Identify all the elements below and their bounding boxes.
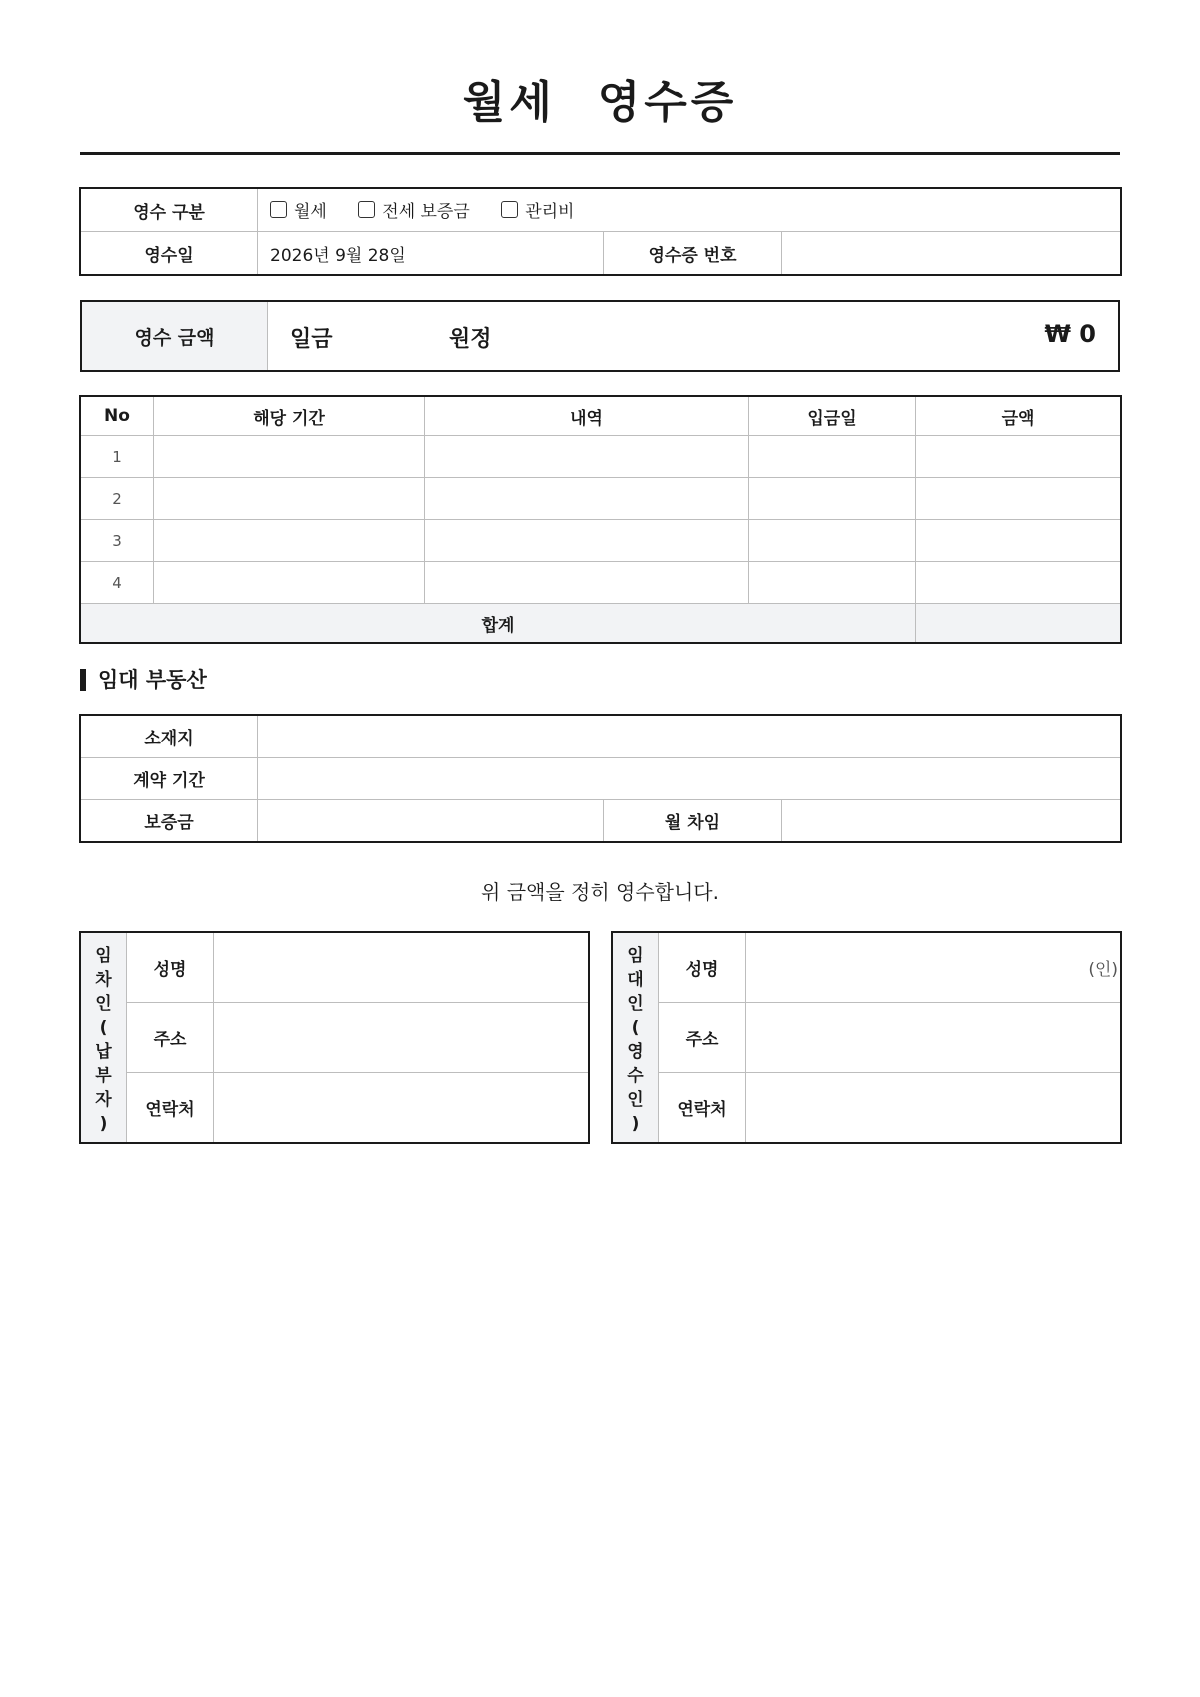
table-row bbox=[81, 562, 1121, 604]
landlord-address-value[interactable] bbox=[746, 1003, 1121, 1073]
contract-term-label: 계약 기간 bbox=[81, 758, 258, 800]
tenant-heading: 임 차 인 ( 납 부 자 ) bbox=[81, 933, 127, 1143]
landlord-name-label: 성명 bbox=[659, 933, 746, 1003]
tenant-name-label: 성명 bbox=[127, 933, 214, 1003]
header-description: 내역 bbox=[425, 397, 749, 436]
checkbox-icon[interactable] bbox=[358, 201, 375, 218]
receipt-type-label: 영수 구분 bbox=[81, 189, 258, 232]
checkbox-icon[interactable] bbox=[270, 201, 287, 218]
tenant-table bbox=[80, 932, 589, 1143]
amount-label: 영수 금액 bbox=[82, 302, 268, 370]
row-period[interactable] bbox=[154, 520, 425, 562]
tenant-name-value[interactable] bbox=[214, 933, 589, 1003]
tenant-address-value[interactable] bbox=[214, 1003, 589, 1073]
tenant-contact-value[interactable] bbox=[214, 1073, 589, 1143]
location-label: 소재지 bbox=[81, 716, 258, 758]
deposit-label: 보증금 bbox=[81, 800, 258, 842]
receipt-number-value[interactable] bbox=[782, 232, 1121, 275]
row-amount[interactable] bbox=[916, 436, 1121, 478]
property-table bbox=[80, 715, 1121, 842]
row-number: 2 bbox=[81, 478, 154, 520]
amount-prefix: 일금 bbox=[290, 327, 333, 352]
row-payment-date[interactable] bbox=[749, 436, 916, 478]
receipt-date-value[interactable]: 2026년 9월 28일 bbox=[258, 232, 604, 275]
tenant-contact-label: 연락처 bbox=[127, 1073, 214, 1143]
landlord-address-label: 주소 bbox=[659, 1003, 746, 1073]
receipt-number-label: 영수증 번호 bbox=[604, 232, 782, 275]
landlord-contact-value[interactable] bbox=[746, 1073, 1121, 1143]
title-part1: 월세 bbox=[462, 77, 556, 128]
contract-term-value[interactable] bbox=[258, 758, 1121, 800]
landlord-table bbox=[612, 932, 1121, 1143]
landlord-contact-label: 연락처 bbox=[659, 1073, 746, 1143]
amount-suffix: 원정 bbox=[449, 327, 492, 352]
total-label: 합계 bbox=[81, 604, 916, 643]
receipt-type-options bbox=[258, 189, 1121, 232]
deposit-value[interactable] bbox=[258, 800, 604, 842]
title-divider bbox=[80, 152, 1120, 155]
row-payment-date[interactable] bbox=[749, 520, 916, 562]
tenant-address-label: 주소 bbox=[127, 1003, 214, 1073]
row-payment-date[interactable] bbox=[749, 562, 916, 604]
row-period[interactable] bbox=[154, 436, 425, 478]
amount-value[interactable]: ₩ 0 bbox=[1044, 320, 1096, 348]
row-description[interactable] bbox=[425, 436, 749, 478]
row-description[interactable] bbox=[425, 520, 749, 562]
row-description[interactable] bbox=[425, 562, 749, 604]
receipt-notice: 위 금액을 정히 영수합니다. bbox=[481, 880, 719, 904]
header-amount: 금액 bbox=[916, 397, 1121, 436]
monthly-rent-value[interactable] bbox=[782, 800, 1121, 842]
option-jeonse-deposit[interactable]: 전세 보증금 bbox=[358, 197, 470, 222]
header-period: 해당 기간 bbox=[154, 397, 425, 436]
header-no: No bbox=[81, 397, 154, 436]
landlord-seal[interactable]: (인) bbox=[746, 933, 1121, 1003]
row-number: 1 bbox=[81, 436, 154, 478]
table-row bbox=[81, 478, 1121, 520]
items-table bbox=[80, 396, 1121, 643]
landlord-heading: 임 대 인 ( 영 수 인 ) bbox=[613, 933, 659, 1143]
row-amount[interactable] bbox=[916, 562, 1121, 604]
row-number: 3 bbox=[81, 520, 154, 562]
row-description[interactable] bbox=[425, 478, 749, 520]
option-monthly-rent[interactable]: 월세 bbox=[270, 197, 327, 222]
location-value[interactable] bbox=[258, 716, 1121, 758]
title-part2: 영수증 bbox=[597, 77, 738, 128]
monthly-rent-label: 월 차임 bbox=[604, 800, 782, 842]
row-payment-date[interactable] bbox=[749, 478, 916, 520]
receipt-info-table bbox=[80, 188, 1121, 275]
row-number: 4 bbox=[81, 562, 154, 604]
table-row bbox=[81, 520, 1121, 562]
row-period[interactable] bbox=[154, 478, 425, 520]
total-value[interactable] bbox=[916, 604, 1121, 643]
receipt-date-label: 영수일 bbox=[81, 232, 258, 275]
total-row bbox=[81, 604, 1121, 643]
row-amount[interactable] bbox=[916, 478, 1121, 520]
option-maintenance-fee[interactable]: 관리비 bbox=[501, 197, 574, 222]
header-payment-date: 입금일 bbox=[749, 397, 916, 436]
document-title bbox=[0, 66, 1200, 130]
table-row bbox=[81, 436, 1121, 478]
row-amount[interactable] bbox=[916, 520, 1121, 562]
amount-box bbox=[80, 300, 1120, 372]
checkbox-icon[interactable] bbox=[501, 201, 518, 218]
row-period[interactable] bbox=[154, 562, 425, 604]
property-section-title: 임대 부동산 bbox=[80, 669, 207, 691]
